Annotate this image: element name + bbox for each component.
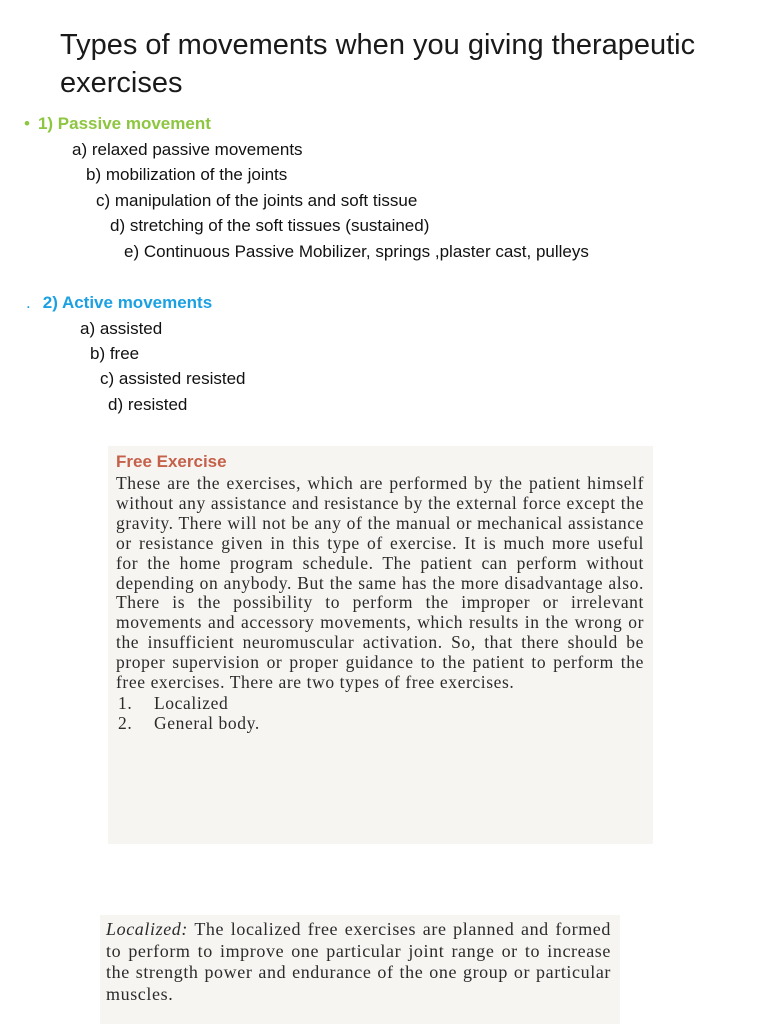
localized-excerpt bbox=[100, 915, 620, 1024]
active-item: b) free bbox=[90, 344, 140, 363]
bullet-icon: • bbox=[24, 114, 30, 133]
list-item: 2. General body. bbox=[118, 712, 260, 733]
active-item: a) assisted bbox=[80, 319, 163, 338]
passive-item: b) mobilization of the joints bbox=[86, 165, 288, 184]
passive-item: e) Continuous Passive Mobilizer, springs ,plaster cast, pulleys bbox=[124, 242, 589, 261]
slide-title: Types of movements when you giving therapeutic exercises bbox=[60, 29, 696, 99]
free-exercise-types-list bbox=[116, 693, 653, 733]
active-item: d) resisted bbox=[108, 395, 188, 414]
localized-label: Localized: bbox=[106, 919, 188, 939]
list-item: 1. Localized bbox=[118, 692, 229, 713]
passive-item: a) relaxed passive movements bbox=[72, 140, 303, 159]
localized-body: The localized free exercises are planned and formed to perform to improve one particular joint range or to increase the strength power and endurance of the one group or particular muscles. bbox=[106, 919, 611, 1004]
passive-heading: 1) Passive movement bbox=[37, 114, 211, 133]
active-item: c) assisted resisted bbox=[100, 369, 246, 388]
passive-heading-row bbox=[24, 113, 211, 135]
passive-item: c) manipulation of the joints and soft tissue bbox=[96, 191, 418, 210]
free-exercise-excerpt bbox=[108, 446, 653, 844]
active-heading-row bbox=[26, 292, 212, 314]
free-exercise-body: These are the exercises, which are performed by the patient himself without any assistance and resistance by the external force except the gravity. There will not be any of the manual or mechanical assistance or resistance given in this type of exercise. It is much more useful for the home program schedule. The patient can perform without depending on anybody. But the same has the more disadvantage also. There is the possibility to perform the improper or irrelevant movements and accessory movements, which results in the wrong or the insufficient neuromuscular activation. So, that there should be proper supervision or proper guidance to the patient to perform the free exercises. There are two types of free exercises. bbox=[116, 473, 644, 693]
free-exercise-heading: Free Exercise bbox=[116, 452, 227, 471]
localized-body-paragraph bbox=[106, 919, 611, 1005]
bullet-dot: . bbox=[26, 293, 31, 312]
active-heading: 2) Active movements bbox=[42, 293, 213, 312]
passive-item: d) stretching of the soft tissues (sustained) bbox=[110, 216, 430, 235]
